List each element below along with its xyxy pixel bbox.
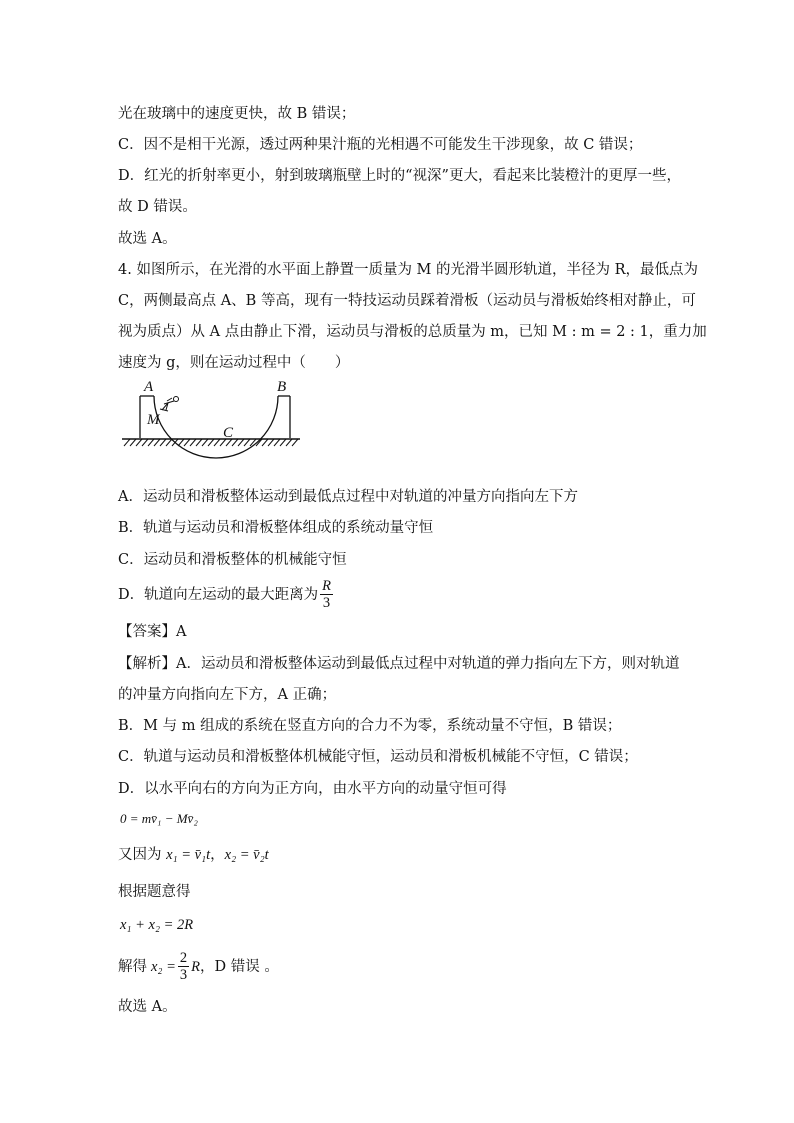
separator: ， (210, 847, 225, 863)
track-diagram (112, 376, 312, 476)
equation-x2-right: R (191, 958, 200, 975)
analysis-line-9: 故选 A。 (118, 999, 177, 1015)
analysis-line-6-text: 又因为 (118, 847, 162, 863)
analysis-line-4: C．轨道与运动员和滑板整体机械能守恒，运动员和滑板机械能不守恒，C 错误； (118, 749, 638, 765)
analysis-line-8-suffix: ，D 错误 。 (200, 958, 279, 975)
equation-x2: x₂ = v̄₂t (224, 847, 269, 863)
question-line-4: 速度为 g，则在运动过程中（ ） (118, 355, 350, 371)
fraction-denominator: 3 (179, 967, 188, 983)
option-d-fraction (320, 578, 333, 611)
label-c: C (223, 425, 234, 441)
equation-x1: x₁ = v̄₁t (166, 847, 211, 863)
ground-hatching (124, 439, 298, 446)
analysis-line-7: 根据题意得 (118, 884, 191, 900)
option-d (118, 578, 335, 611)
prev-line-2: C．因不是相干光源，透过两种果汁瓶的光相遇不可能发生干涉现象，故 C 错误； (118, 137, 643, 153)
fraction-denominator: 3 (322, 595, 331, 611)
semicircle-track (154, 396, 278, 458)
question-line-2: C，两侧最高点 A、B 等高，现有一特技运动员踩着滑板（运动员与滑板始终相对静止，可 (118, 293, 696, 309)
equation-x2-fraction (178, 950, 189, 983)
fraction-numerator: 2 (179, 950, 188, 966)
analysis-line-2: 的冲量方向指向左下方，A 正确； (118, 687, 337, 703)
equation-sum: x₁ + x₂ = 2R (120, 917, 194, 933)
equation-momentum: 0 = mv̄₁ − Mv̄₂ (120, 811, 198, 826)
prev-line-5: 故选 A。 (118, 231, 177, 247)
analysis-line-1: 【解析】A．运动员和滑板整体运动到最低点过程中对轨道的弹力指向左下方，则对轨道 (118, 656, 680, 672)
analysis-line-5: D．以水平向右的方向为正方向，由水平方向的动量守恒可得 (118, 781, 507, 797)
analysis-line-3: B．M 与 m 组成的系统在竖直方向的合力不为零，系统动量不守恒，B 错误； (118, 718, 622, 734)
equation-x2-left: x₂ = (151, 958, 176, 975)
option-b: B．轨道与运动员和滑板整体组成的系统动量守恒 (118, 520, 434, 536)
analysis-line-6 (118, 845, 269, 865)
option-c: C．运动员和滑板整体的机械能守恒 (118, 552, 347, 568)
question-line-3: 视为质点）从 A 点由静止下滑，运动员与滑板的总质量为 m，已知 M : m = 2 : 1，重力加 (118, 324, 707, 340)
fraction-numerator: R (322, 578, 331, 594)
prev-line-3: D．红光的折射率更小，射到玻璃瓶壁上时的“视深”更大，看起来比装橙汁的更厚一些， (118, 168, 681, 184)
answer-line: 【答案】A (118, 624, 187, 640)
prev-line-4: 故 D 错误。 (118, 199, 197, 215)
label-b: B (277, 379, 287, 395)
prev-line-1: 光在玻璃中的速度更快，故 B 错误； (118, 106, 356, 122)
option-d-text: D．轨道向左运动的最大距离为 (118, 586, 319, 603)
option-a: A．运动员和滑板整体运动到最低点过程中对轨道的冲量方向指向左下方 (118, 489, 578, 505)
skater-icon (160, 397, 179, 412)
question-line-1: 4. 如图所示，在光滑的水平面上静置一质量为 M 的光滑半圆形轨道，半径为 R，最低点为 (118, 262, 699, 278)
analysis-line-8-prefix: 解得 (118, 958, 147, 975)
label-m: M (147, 412, 160, 428)
analysis-line-8 (118, 950, 279, 983)
label-a: A (144, 379, 154, 395)
